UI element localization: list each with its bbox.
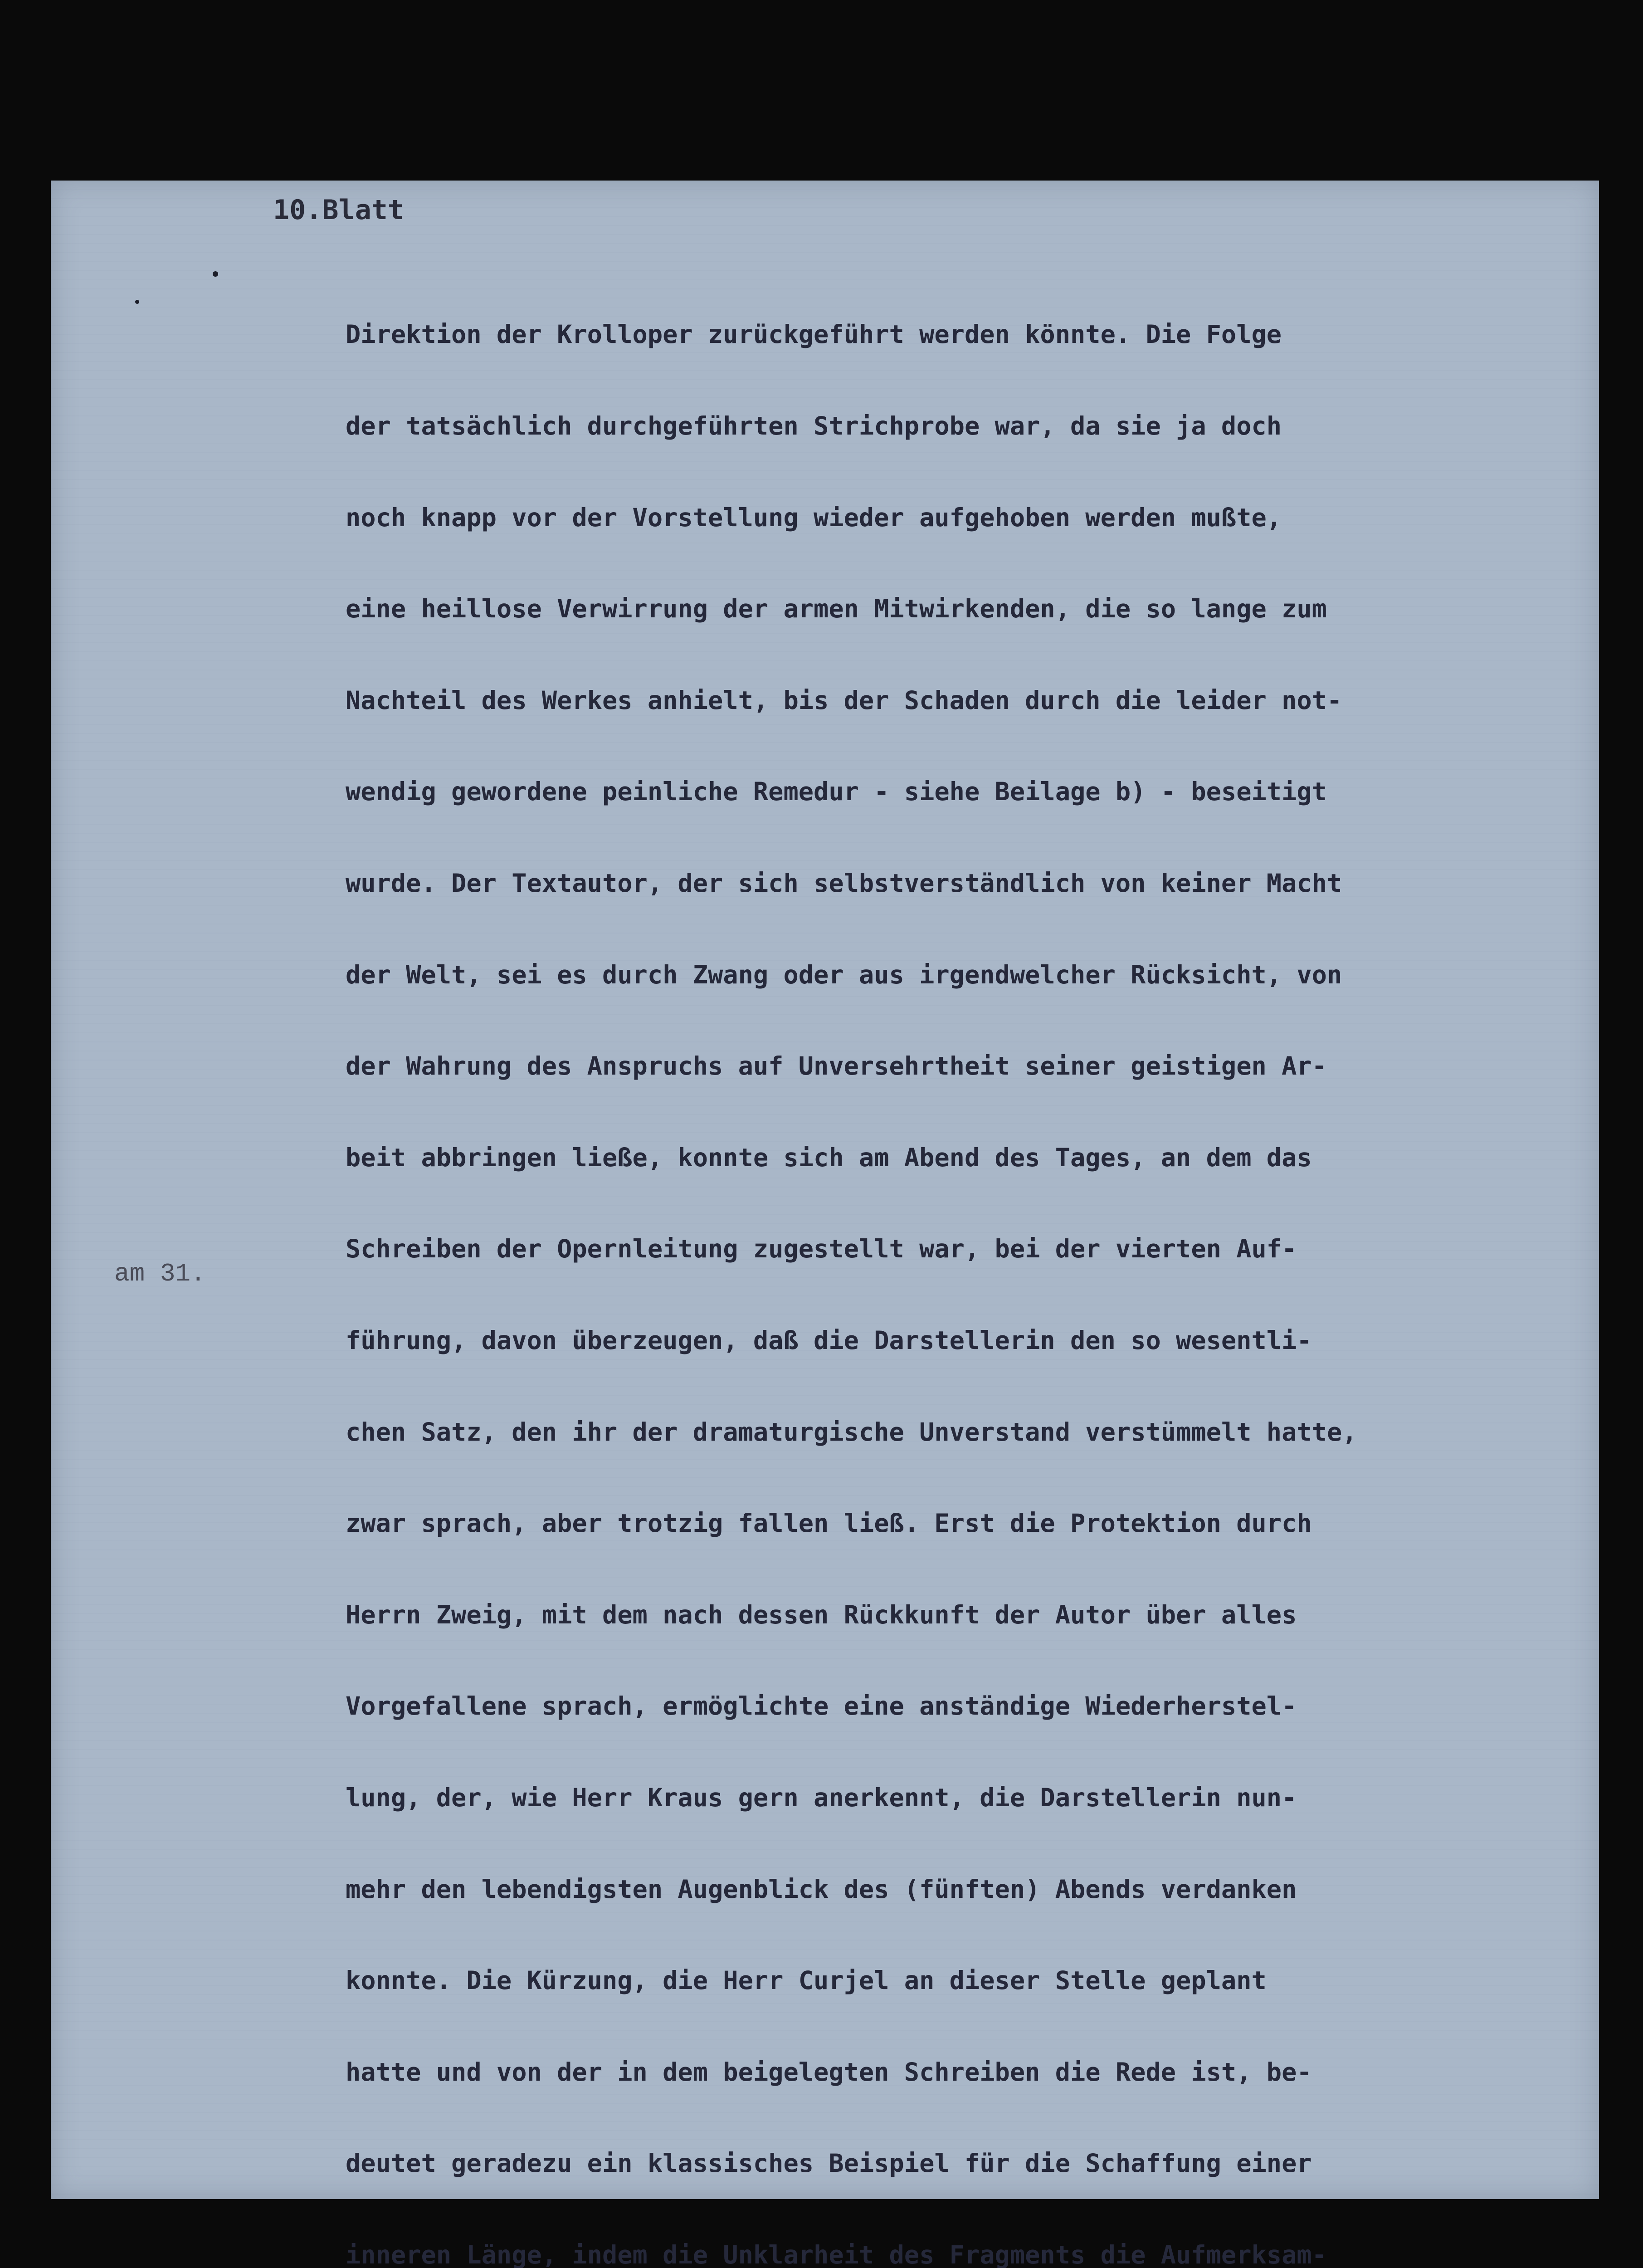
text-line: konnte. Die Kürzung, die Herr Curjel an dieser Stelle geplant	[346, 1966, 1267, 1996]
text-line: noch knapp vor der Vorstellung wieder aufgehoben werden mußte,	[346, 503, 1282, 533]
text-line: führung, davon überzeugen, daß die Darstellerin den so wesentli-	[346, 1326, 1312, 1355]
text-line: beit abbringen ließe, konnte sich am Abend des Tages, an dem das	[346, 1143, 1312, 1173]
text-line: inneren Länge, indem die Unklarheit des Fragments die Aufmerksam-	[346, 2240, 1327, 2268]
margin-note: am 31.	[114, 1259, 206, 1288]
text-line: der Wahrung des Anspruchs auf Unversehrtheit seiner geistigen Ar-	[346, 1052, 1327, 1081]
text-line: lung, der, wie Herr Kraus gern anerkennt, die Darstellerin nun-	[346, 1783, 1297, 1813]
text-line: Schreiben der Opernleitung zugestellt war, bei der vierten Auf-	[346, 1235, 1297, 1264]
text-line: wendig gewordene peinliche Remedur - siehe Beilage b) - beseitigt	[346, 777, 1327, 807]
text-line: chen Satz, den ihr der dramaturgische Unverstand verstümmelt hatte,	[346, 1418, 1357, 1447]
ink-dot-mark	[135, 300, 139, 304]
page-number: 10.Blatt	[273, 194, 404, 226]
text-line: deutet geradezu ein klassisches Beispiel für die Schaffung einer	[346, 2149, 1312, 2179]
text-line: eine heillose Verwirrung der armen Mitwirkenden, die so lange zum	[346, 595, 1327, 624]
text-line: mehr den lebendigsten Augenblick des (fünften) Abends verdanken	[346, 1875, 1297, 1904]
text-line: der Welt, sei es durch Zwang oder aus irgendwelcher Rücksicht, von	[346, 960, 1342, 990]
text-line: hatte und von der in dem beigelegten Schreiben die Rede ist, be-	[346, 2058, 1312, 2087]
text-line: Vorgefallene sprach, ermöglichte eine anständige Wiederherstel-	[346, 1692, 1297, 1721]
text-line: Direktion der Krolloper zurückgeführt werden könnte. Die Folge	[346, 320, 1282, 350]
text-line: der tatsächlich durchgeführten Strichprobe war, da sie ja doch	[346, 412, 1282, 441]
text-line: Herrn Zweig, mit dem nach dessen Rückkunft der Autor über alles	[346, 1600, 1297, 1630]
typewritten-page	[51, 181, 1599, 2268]
body-text	[346, 259, 1615, 2268]
ink-dot-mark	[213, 271, 218, 277]
text-line: Nachteil des Werkes anhielt, bis der Schaden durch die leider not-	[346, 686, 1342, 715]
text-line: zwar sprach, aber trotzig fallen ließ. Erst die Protektion durch	[346, 1509, 1312, 1539]
text-line: wurde. Der Textautor, der sich selbstverständlich von keiner Macht	[346, 869, 1342, 898]
